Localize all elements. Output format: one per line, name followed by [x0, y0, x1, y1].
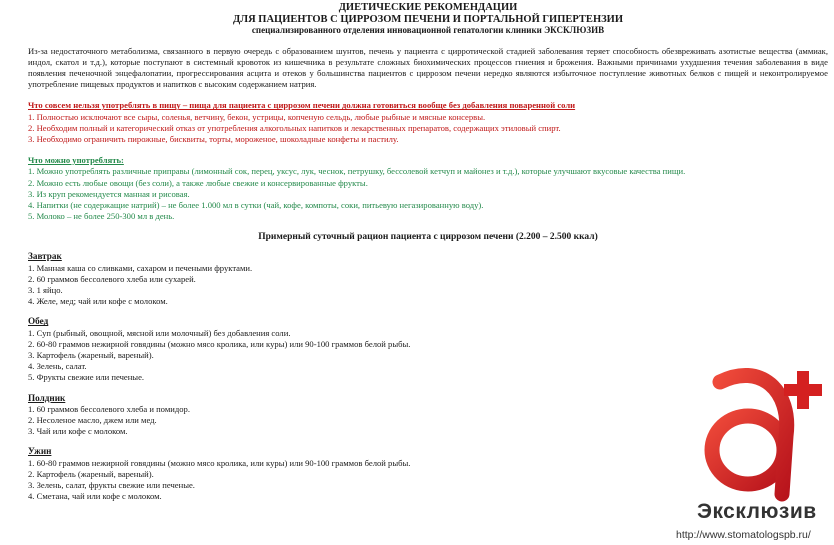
list-item: 4. Сметана, чай или кофе с молоком.: [28, 491, 162, 502]
list-item: 2. Можно есть любые овощи (без соли), а также любые свежие и консервированные фрукты.: [28, 177, 368, 188]
list-item: 3. Чай или кофе с молоком.: [28, 426, 128, 437]
list-item: 5. Молоко – не более 250-300 мл в день.: [28, 211, 175, 222]
title-line-2: ДЛЯ ПАЦИЕНТОВ С ЦИРРОЗОМ ПЕЧЕНИ И ПОРТАЛЬНОЙ ГИПЕРТЕНЗИИ: [233, 13, 623, 25]
list-item: 4. Желе, мед; чай или кофе с молоком.: [28, 296, 168, 307]
meal-title: Полдник: [28, 392, 66, 403]
list-item: 2. 60 граммов бессолевого хлеба или сухарей.: [28, 273, 196, 284]
clinic-logo-icon: [690, 362, 830, 507]
list-item: 2. Картофель (жареный, вареный).: [28, 468, 154, 479]
list-item: 5. Фрукты свежие или печеные.: [28, 372, 145, 383]
intro-paragraph: Из-за недостаточного метаболизма, связанного в первую очередь с образованием шунтов, печень у пациента с цирротической стадией заболевания теряет способность обезвреживать азотистые вещества (аммиак, индол, скатол и т.д.), которые поступают в системный кровоток из кишечника в результате сложных биохимических процессов гниения и брожения. Важными причинами ухудшения течения заболевания в виде появления печеночной энцефалопатии, прогрессирования асцита и отеков у большинства пациентов с циррозом печени нередко являются избыточное поступление животных белков с пищей и неконтролируемое употребление пищевых продуктов и напитков с высоким содержанием натрия.: [28, 45, 828, 90]
list-item: 4. Зелень, салат.: [28, 361, 87, 372]
list-item: 3. Из круп рекомендуется манная и рисовая.: [28, 188, 190, 199]
title-line-3: специализированного отделения инновационной гепатологии клиники ЭКСКЛЮЗИВ: [251, 25, 605, 35]
meal-title: Ужин: [28, 446, 52, 457]
list-item: 3. Необходимо ограничить пирожные, бисквиты, торты, мороженое, шоколадные конфеты и пастилу.: [28, 133, 399, 144]
list-item: 2. 60-80 граммов нежирной говядины (можно мясо кролика, или куры) или 90-100 граммов белой рыбы.: [28, 338, 411, 349]
brand-url: http://www.stomatologspb.ru/: [676, 529, 811, 541]
list-item: 3. Картофель (жареный, вареный).: [28, 349, 154, 360]
meal-breakfast: [28, 251, 828, 307]
document-header: [28, 2, 828, 37]
brand-name: Эксклюзив: [697, 500, 817, 523]
list-item: 3. Зелень, салат, фрукты свежие или печеные.: [28, 480, 195, 490]
list-item: 1. Можно употреблять различные приправы (лимонный сок, перец, уксус, лук, чеснок, петрушку, бессолевой кетчуп и майонез и т.д.), которые улучшают вкусовые качества пищи.: [28, 166, 686, 177]
forbidden-section: [28, 100, 828, 145]
title-line-1: ДИЕТИЧЕСКИЕ РЕКОМЕНДАЦИИ: [338, 2, 518, 13]
list-item: 4. Напитки (не содержащие натрий) – не более 1.000 мл в сутки (чай, кофе, компоты, соки, питьевую негазированную воду).: [28, 199, 484, 210]
list-item: 3. 1 яйцо.: [28, 284, 63, 295]
allowed-title: Что можно употреблять:: [28, 155, 124, 166]
allowed-section: [28, 155, 828, 222]
list-item: 2. Необходим полный и категорический отказ от употребления алкогольных напитков и лекарственных препаратов, содержащих этиловый спирт.: [28, 122, 561, 133]
list-item: 1. 60-80 граммов нежирной говядины (можно мясо кролика, или куры) или 90-100 граммов белой рыбы.: [28, 457, 411, 468]
list-item: 2. Несоленое масло, джем или мед.: [28, 414, 157, 425]
meal-title: Обед: [28, 316, 49, 327]
forbidden-title: Что совсем нельзя употреблять в пищу – пища для пациента с циррозом печени должна готовиться вообще без добавления поваренной соли: [28, 100, 576, 111]
list-item: 1. Суп (рыбный, овощной, мясной или молочный) без добавления соли.: [28, 327, 291, 338]
list-item: 1. Полностью исключают все сыры, соленья, ветчину, бекон, устрицы, копченую сельдь, любые рыбные и мясные консервы.: [28, 111, 486, 122]
meal-title: Завтрак: [28, 251, 62, 262]
diet-title: Примерный суточный рацион пациента с циррозом печени (2.200 – 2.500 ккал): [258, 232, 598, 243]
list-item: 1. 60 граммов бессолевого хлеба и помидор.: [28, 403, 190, 414]
list-item: 1. Манная каша со сливками, сахаром и печеными фруктами.: [28, 262, 253, 273]
